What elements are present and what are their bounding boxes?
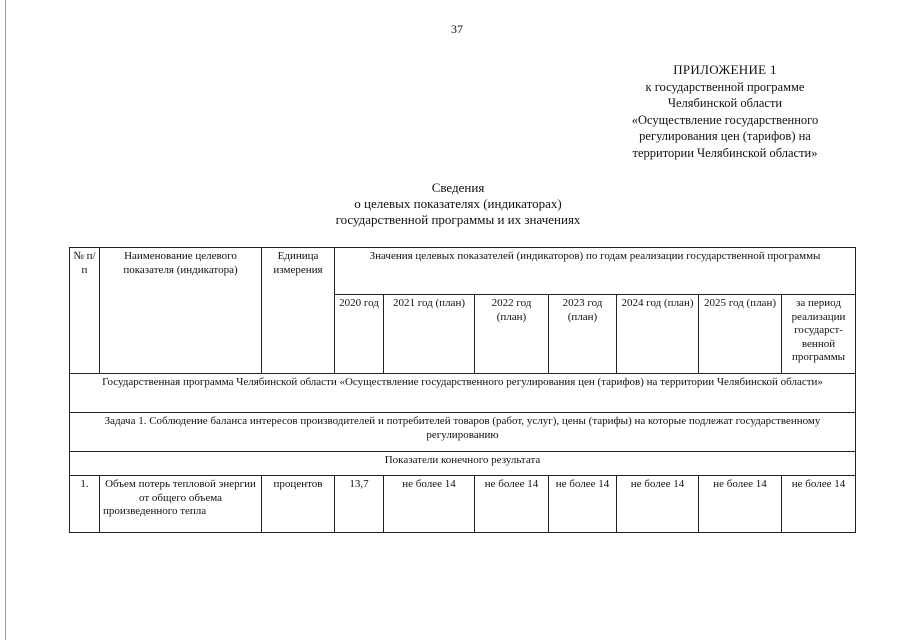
appendix-line: Челябинской области: [667, 96, 783, 110]
results-section-title: Показатели конечного результата: [70, 452, 856, 476]
header-year: 2022 год (план): [475, 295, 549, 374]
header-unit: Единица измерения: [262, 248, 335, 374]
row-value: не более 14: [384, 476, 475, 533]
row-number: 1.: [70, 476, 100, 533]
appendix-line: регулирования цен (тарифов) на: [639, 129, 811, 143]
task-row: [70, 413, 856, 452]
page-left-edge: [5, 0, 6, 640]
header-year: 2024 год (план): [617, 295, 699, 374]
header-number: № п/п: [70, 248, 100, 374]
row-value: не более 14: [699, 476, 782, 533]
document-heading: [270, 180, 646, 228]
results-section-row: [70, 452, 856, 476]
heading-line: Сведения: [431, 180, 485, 195]
program-row: [70, 374, 856, 413]
header-values: Значения целевых показателей (индикаторов) по годам реализации государственной программы: [335, 248, 856, 295]
heading-line: о целевых показателях (индикаторах): [354, 196, 562, 211]
row-unit: процентов: [262, 476, 335, 533]
row-value: не более 14: [782, 476, 856, 533]
row-value: не более 14: [617, 476, 699, 533]
header-year: 2023 год (план): [549, 295, 617, 374]
indicators-table: [69, 247, 856, 533]
row-indicator-name: Объем потерь тепловой энергии от общего объема произведенного тепла: [100, 476, 262, 533]
appendix-line: к государственной программе: [645, 79, 805, 94]
appendix-line: «Осуществление государственного: [631, 112, 819, 127]
table-header-row: [70, 248, 856, 295]
header-year: 2025 год (план): [699, 295, 782, 374]
header-year: 2021 год (план): [384, 295, 475, 374]
page-number: 37: [451, 22, 463, 36]
header-year: 2020 год: [335, 295, 384, 374]
row-value: не более 14: [549, 476, 617, 533]
header-indicator-name: Наименование целевого показателя (индикатора): [100, 248, 262, 374]
row-value: 13,7: [335, 476, 384, 533]
task-title: Задача 1. Соблюдение баланса интересов производителей и потребителей товаров (работ, услуг), цены (тарифы) на которые подлежат государственному регулированию: [70, 413, 856, 452]
appendix-header: [600, 62, 850, 161]
heading-line: государственной программы и их значениях: [335, 212, 581, 227]
row-value: не более 14: [475, 476, 549, 533]
appendix-title: ПРИЛОЖЕНИЕ 1: [673, 62, 777, 77]
table-row: [70, 476, 856, 533]
appendix-line: территории Челябинской области»: [632, 145, 818, 160]
header-total-period: за период реализации государст-венной программы: [782, 295, 856, 374]
program-title: Государственная программа Челябинской области «Осуществление государственного регулирования цен (тарифов) на территории Челябинской области»: [70, 374, 856, 413]
